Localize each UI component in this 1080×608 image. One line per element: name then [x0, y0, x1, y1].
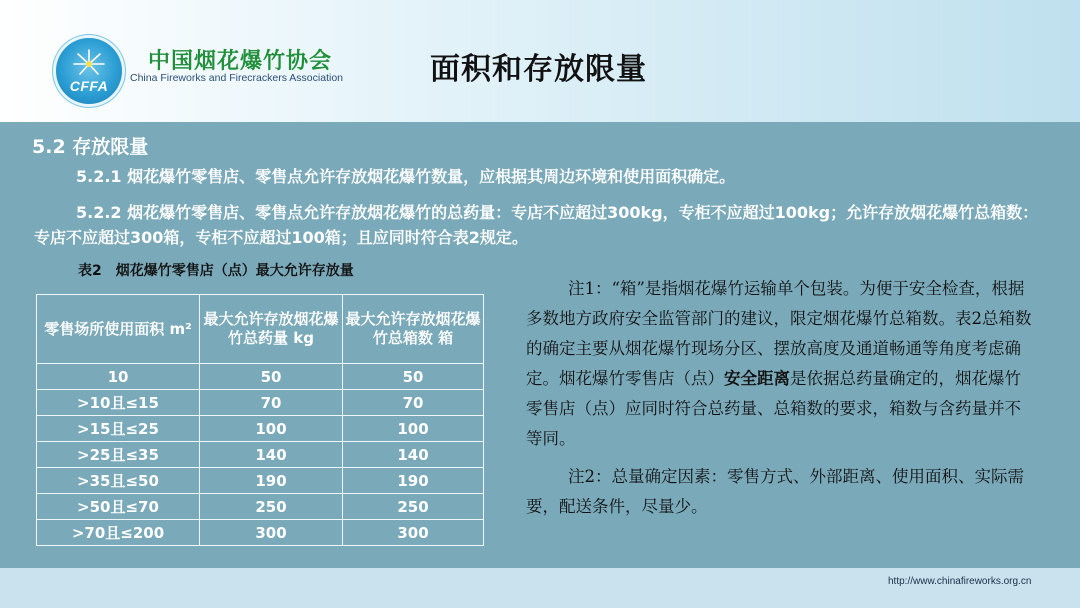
table-caption: 表2 烟花爆竹零售店（点）最大允许存放量 — [78, 263, 354, 279]
header-total-charge: 最大允许存放烟花爆竹总药量 kg — [200, 295, 343, 364]
cell-charge: 300 — [200, 520, 343, 546]
content-panel — [0, 122, 1080, 568]
cell-charge: 70 — [200, 390, 343, 416]
cell-boxes: 140 — [343, 442, 484, 468]
note-2: 注2：总量确定因素：零售方式、外部距离、使用面积、实际需要，配送条件，尽量少。 — [526, 467, 1024, 516]
table-row — [37, 390, 484, 416]
header-total-boxes: 最大允许存放烟花爆竹总箱数 箱 — [343, 295, 484, 364]
org-name-cn: 中国烟花爆竹协会 — [148, 48, 333, 74]
cell-boxes: 250 — [343, 494, 484, 520]
header-banner — [0, 0, 1080, 122]
paragraph-5-2-2: 5.2.2 烟花爆竹零售店、零售点允许存放烟花爆竹的总药量：专店不应超过300kg，专柜不应超过100kg；允许存放烟花爆竹总箱数：专店不应超过300箱，专柜不应超过100箱；且应同时符合表2规定。 — [34, 203, 1039, 247]
table-row — [37, 364, 484, 390]
firework-burst-icon — [70, 46, 108, 78]
cell-boxes: 100 — [343, 416, 484, 442]
cell-boxes: 190 — [343, 468, 484, 494]
cell-area: >15且≤25 — [37, 416, 200, 442]
table-header-row — [37, 295, 484, 364]
cell-boxes: 300 — [343, 520, 484, 546]
logo-text: CFFA — [69, 78, 109, 94]
cell-charge: 190 — [200, 468, 343, 494]
table-row — [37, 442, 484, 468]
cffa-logo — [56, 38, 122, 104]
page-title: 面积和存放限量 — [430, 52, 647, 87]
table-row — [37, 494, 484, 520]
table-row — [37, 468, 484, 494]
note-1 — [526, 274, 1034, 454]
cell-charge: 250 — [200, 494, 343, 520]
cell-area: >70且≤200 — [37, 520, 200, 546]
cell-area: 10 — [37, 364, 200, 390]
cell-area: >25且≤35 — [37, 442, 200, 468]
table-row — [37, 520, 484, 546]
note-1-part-b: 是依据总药量确定的，烟花爆竹零售店（点）应同时符合总药量、总箱数的要求，箱数与含药量并不等同。 — [526, 369, 1021, 448]
footer-url-link[interactable]: http://www.chinafireworks.org.cn — [888, 576, 1032, 587]
header-area: 零售场所使用面积 m² — [37, 295, 200, 364]
storage-limit-table — [36, 294, 484, 546]
cell-area: >50且≤70 — [37, 494, 200, 520]
cell-charge: 50 — [200, 364, 343, 390]
cell-charge: 100 — [200, 416, 343, 442]
cell-boxes: 50 — [343, 364, 484, 390]
cell-area: >10且≤15 — [37, 390, 200, 416]
table-row — [37, 416, 484, 442]
paragraph-5-2-1: 5.2.1 烟花爆竹零售店、零售点允许存放烟花爆竹数量，应根据其周边环境和使用面积确定。 — [76, 167, 736, 186]
cell-area: >35且≤50 — [37, 468, 200, 494]
note-1-emphasis: 安全距离 — [724, 369, 790, 388]
notes-block — [526, 274, 1034, 522]
cell-boxes: 70 — [343, 390, 484, 416]
org-name-en: China Fireworks and Firecrackers Association — [130, 72, 343, 84]
section-title: 5.2 存放限量 — [32, 136, 149, 158]
cell-charge: 140 — [200, 442, 343, 468]
note-1-part-a: 注1：“箱”是指烟花爆竹运输单个包装。为便于安全检查，根据多数地方政府安全监管部门的建议，限定烟花爆竹总箱数。表2总箱数的确定主要从烟花爆竹现场分区、摆放高度及通道畅通等角度考虑确定。烟花爆竹零售店（点） — [526, 279, 1032, 388]
